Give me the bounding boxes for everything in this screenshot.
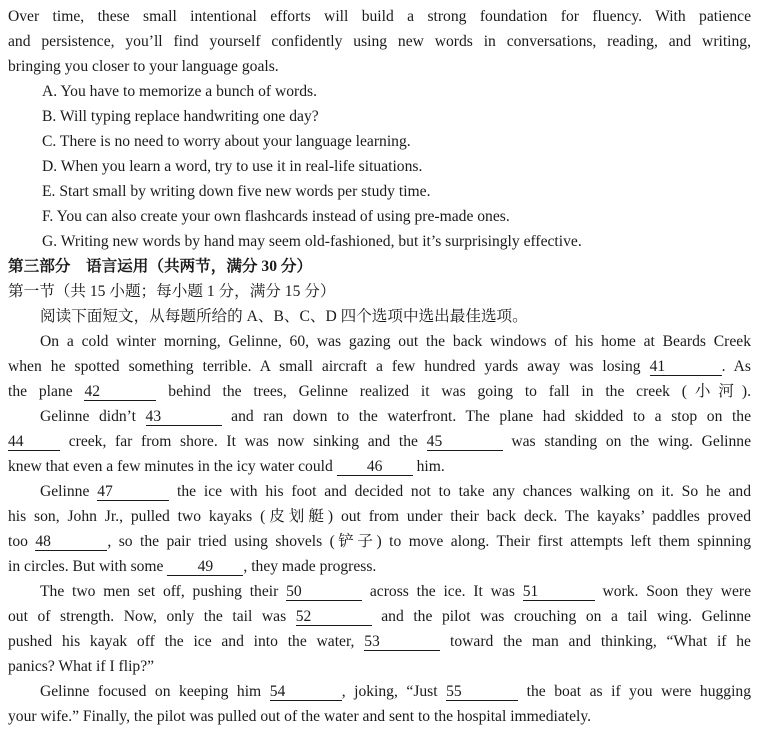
passage-line-13 [8, 629, 751, 654]
passage-line-12 [8, 604, 751, 629]
passage-text: . As [721, 358, 751, 375]
passage-line-11 [8, 579, 751, 604]
option-a: A. You have to memorize a bunch of words. [42, 83, 318, 100]
passage-text: The two men set off, pushing their [40, 583, 279, 600]
option-b: B. Will typing replace handwriting one day? [42, 108, 319, 125]
passage-line-7 [8, 479, 751, 504]
passage-text: work. Soon they were [602, 583, 751, 600]
option-c: C. There is no need to worry about your language learning. [42, 133, 411, 150]
blank-42: 42 [84, 383, 156, 401]
passage-line-2 [8, 354, 751, 379]
passage-line-8: his son, John Jr., pulled two kayaks (皮划艇) out from under their back deck. The kayaks’ paddles proved [8, 508, 751, 525]
blank-46: 46 [337, 458, 413, 476]
passage-line-5 [8, 429, 751, 454]
passage-text: behind the trees, Gelinne realized it was going to fall in the creek (小河). [168, 383, 751, 400]
passage-line-10 [8, 554, 751, 579]
blank-54: 54 [270, 683, 342, 701]
intro-line-1: Over time, these small intentional efforts will build a strong foundation for fluency. With patience [8, 8, 751, 25]
passage-text: and the pilot was crouching on a tail wing. Gelinne [381, 608, 751, 625]
blank-52: 52 [296, 608, 372, 626]
intro-line-2: and persistence, you’ll find yourself confidently using new words in conversations, reading, and writing, [8, 33, 751, 50]
passage-text: across the ice. It was [369, 583, 515, 600]
blank-41: 41 [650, 358, 722, 376]
passage-text: , joking, “Just [341, 683, 438, 700]
passage-text: Gelinne [40, 483, 90, 500]
passage-text: the boat as if you were hugging [526, 683, 752, 700]
passage-text: and ran down to the waterfront. The plane had skidded to a stop on the [231, 408, 752, 425]
passage-text: , they made progress. [243, 558, 377, 575]
passage-line-6 [8, 454, 751, 479]
blank-43: 43 [146, 408, 222, 426]
passage-line-1: On a cold winter morning, Gelinne, 60, was gazing out the back windows of his home at Beards Creek [40, 333, 751, 350]
passage-text: when he spotted something terrible. A small aircraft a few hundred yards away was losing [8, 358, 641, 375]
blank-49: 49 [167, 558, 243, 576]
section-heading: 第三部分 语言运用（共两节，满分 30 分） [8, 258, 313, 275]
passage-line-3 [8, 379, 751, 404]
option-g: G. Writing new words by hand may seem old-fashioned, but it’s surprisingly effective. [42, 233, 582, 250]
passage-line-16: your wife.” Finally, the pilot was pulled out of the water and sent to the hospital immediately. [8, 708, 592, 725]
passage-text: the plane [8, 383, 73, 400]
blank-53: 53 [364, 633, 440, 651]
blank-50: 50 [286, 583, 362, 601]
option-d: D. When you learn a word, try to use it in real-life situations. [42, 158, 423, 175]
blank-47: 47 [97, 483, 169, 501]
passage-text: , so the pair tried using shovels (铲子) to move along. Their first attempts left them spinning [107, 533, 751, 550]
passage-text: the ice with his foot and decided not to take any chances walking on it. So he and [177, 483, 751, 500]
passage-text: too [8, 533, 28, 550]
section-instruction: 阅读下面短文，从每题所给的 A、B、C、D 四个选项中选出最佳选项。 [40, 308, 528, 325]
option-e: E. Start small by writing down five new words per study time. [42, 183, 431, 200]
passage-text: creek, far from shore. It was now sinking and the [68, 433, 418, 450]
blank-55: 55 [446, 683, 518, 701]
blank-48: 48 [35, 533, 107, 551]
passage-text: pushed his kayak off the ice and into the water, [8, 633, 355, 650]
passage-text: out of strength. Now, only the tail was [8, 608, 287, 625]
passage-text: toward the man and thinking, “What if he [450, 633, 751, 650]
passage-text: knew that even a few minutes in the icy water could [8, 458, 333, 475]
passage-line-4 [8, 404, 751, 429]
passage-text: him. [416, 458, 445, 475]
blank-45: 45 [427, 433, 503, 451]
blank-44: 44 [8, 433, 60, 451]
passage-text: Gelinne didn’t [40, 408, 136, 425]
option-f: F. You can also create your own flashcards instead of using pre-made ones. [42, 208, 510, 225]
passage-line-14: panics? What if I flip?” [8, 658, 155, 675]
passage-text: Gelinne focused on keeping him [40, 683, 262, 700]
passage-line-15 [8, 679, 751, 704]
passage-line-9 [8, 529, 751, 554]
blank-51: 51 [523, 583, 595, 601]
section-subheading: 第一节（共 15 小题；每小题 1 分，满分 15 分） [8, 283, 336, 300]
passage-text: was standing on the wing. Gelinne [511, 433, 752, 450]
passage-text: in circles. But with some [8, 558, 164, 575]
intro-line-3: bringing you closer to your language goals. [8, 58, 279, 75]
